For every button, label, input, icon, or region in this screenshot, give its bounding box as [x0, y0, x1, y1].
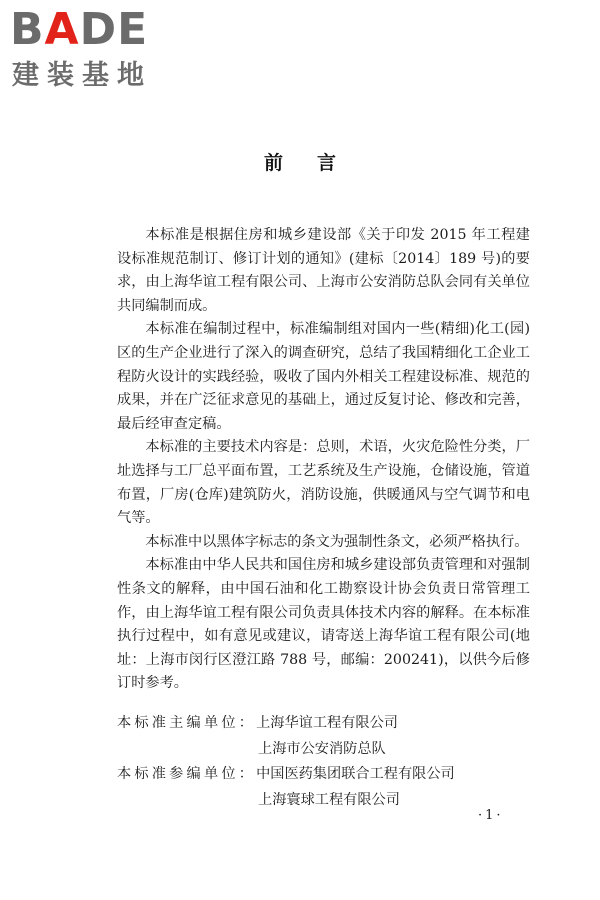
preface-body [117, 224, 530, 696]
logo-wordmark [10, 6, 148, 54]
logo-letter-accent: A [44, 4, 80, 55]
participating-units-label: 本标准参编单位： [117, 766, 257, 782]
paragraph-3: 本标准的主要技术内容是：总则，术语，火灾危险性分类，厂址选择与工厂总平面布置，工艺系统及生产设施，仓储设施，管道布置，厂房(仓库)建筑防火，消防设施，供暖通风与空气调节和电气等。 [117, 439, 530, 527]
chief-units-label: 本标准主编单位： [117, 715, 257, 731]
chief-units-row [117, 712, 398, 735]
logo-subtitle: 建装基地 [12, 60, 152, 91]
participating-units-row [117, 763, 455, 786]
paragraph-4: 本标准中以黑体字标志的条文为强制性条文，必须严格执行。 [145, 533, 529, 550]
page-number: ·1· [478, 808, 504, 823]
paragraph-1: 本标准是根据住房和城乡建设部《关于印发 2015 年工程建设标准规范制订、修订计划的通知》(建标〔2014〕189 号)的要求，由上海华谊工程有限公司、上海市公安消防总队会同有关单位共同编制而成。 [117, 227, 530, 314]
participating-unit-2: 上海寰球工程有限公司 [258, 792, 400, 808]
chief-unit-2-row [258, 738, 386, 761]
logo-letters-post: DE [79, 4, 149, 55]
paragraph-5: 本标准由中华人民共和国住房和城乡建设部负责管理和对强制性条文的解释，由中国石油和化工勘察设计协会负责日常管理工作，由上海华谊工程有限公司负责具体技术内容的解释。在本标准执行过程中，如有意见或建议，请寄送上海华谊工程有限公司(地址：上海市闵行区澄江路 788 号，邮编：200241)，以供今后修订时参考。 [117, 557, 530, 692]
page-title: 前言 [263, 152, 370, 174]
paragraph-2: 本标准在编制过程中，标准编制组对国内一些(精细)化工(园)区的生产企业进行了深入的调查研究，总结了我国精细化工企业工程防火设计的实践经验，吸收了国内外相关工程建设标准、规范的成果，并在广泛征求意见的基础上，通过反复讨论、修改和完善，最后经审查定稿。 [117, 321, 530, 432]
participating-unit-1: 中国医药集团联合工程有限公司 [256, 766, 455, 782]
participating-unit-2-row [258, 789, 400, 812]
chief-unit-1: 上海华谊工程有限公司 [256, 715, 398, 731]
logo-letters-pre: B [10, 4, 45, 55]
bade-logo [10, 6, 180, 96]
chief-unit-2: 上海市公安消防总队 [258, 741, 386, 757]
